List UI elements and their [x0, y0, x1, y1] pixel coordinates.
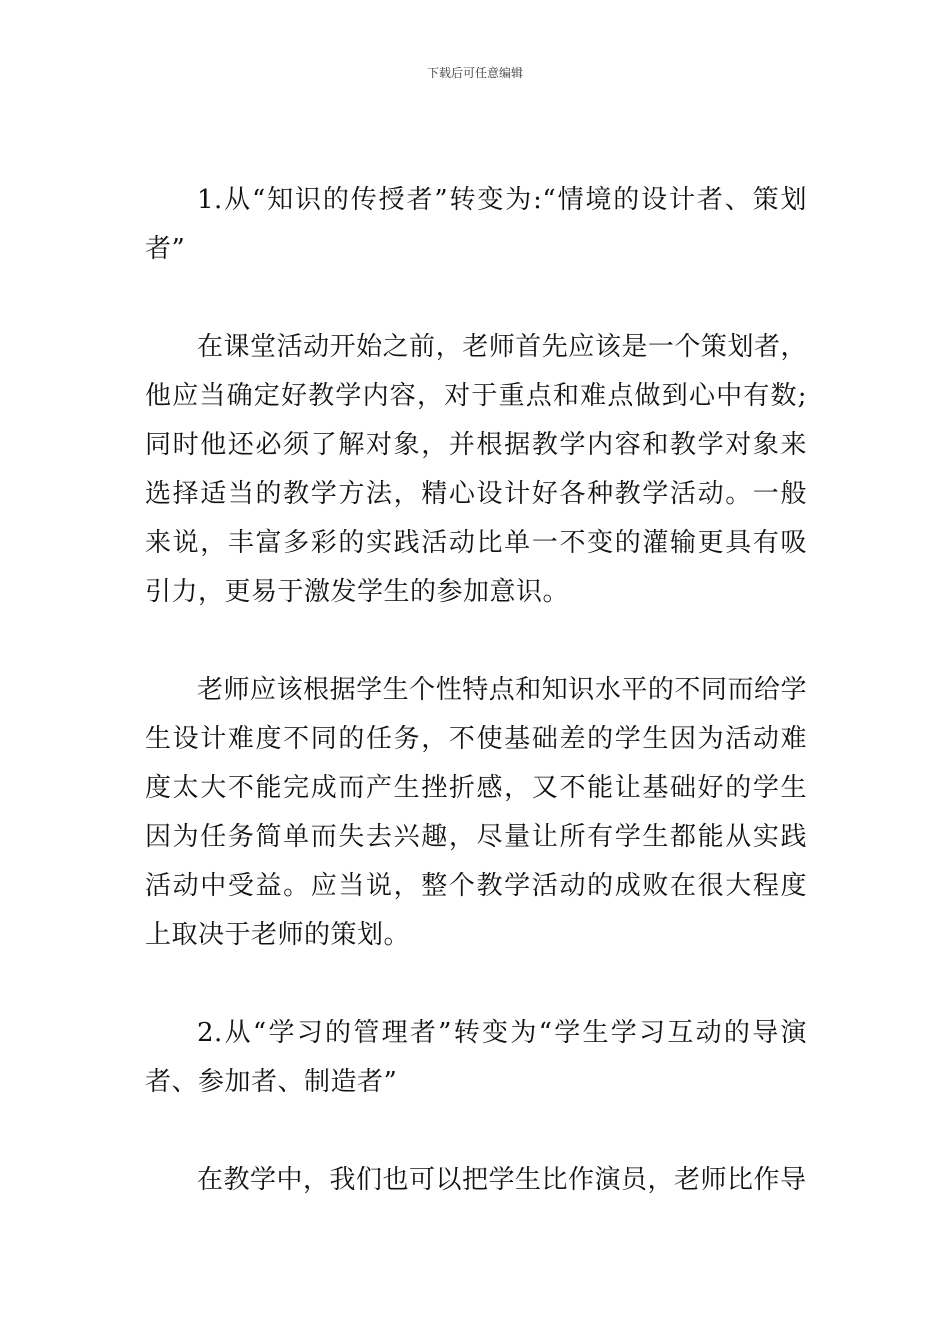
page-header: 下载后可任意编辑: [426, 66, 523, 80]
document-body: [145, 176, 807, 1205]
paragraph-body: 在教学中，我们也可以把学生比作演员，老师比作导: [197, 1165, 807, 1195]
paragraph-heading-1: 1.从“知识的传授者”转变为:“情境的设计者、策划者”: [145, 185, 807, 264]
paragraph-body: 老师应该根据学生个性特点和知识水平的不同而给学生设计难度不同的任务，不使基础差的学生因为活动难度太大不能完成而产生挫折感，又不能让基础好的学生因为任务简单而失去兴趣，尽量让所有学生都能从实践活动中受益。应当说，整个教学活动的成败在很大程度上取决于老师的策划。: [145, 675, 807, 950]
paragraph-body: 在课堂活动开始之前，老师首先应该是一个策划者，他应当确定好教学内容，对于重点和难点做到心中有数;同时他还必须了解对象，并根据教学内容和教学对象来选择适当的教学方法，精心设计好各种教学活动。一般来说，丰富多彩的实践活动比单一不变的灌输更具有吸引力，更易于激发学生的参加意识。: [145, 332, 807, 607]
paragraph-heading-2: 2.从“学习的管理者”转变为“学生学习互动的导演者、参加者、制造者”: [145, 1018, 807, 1097]
